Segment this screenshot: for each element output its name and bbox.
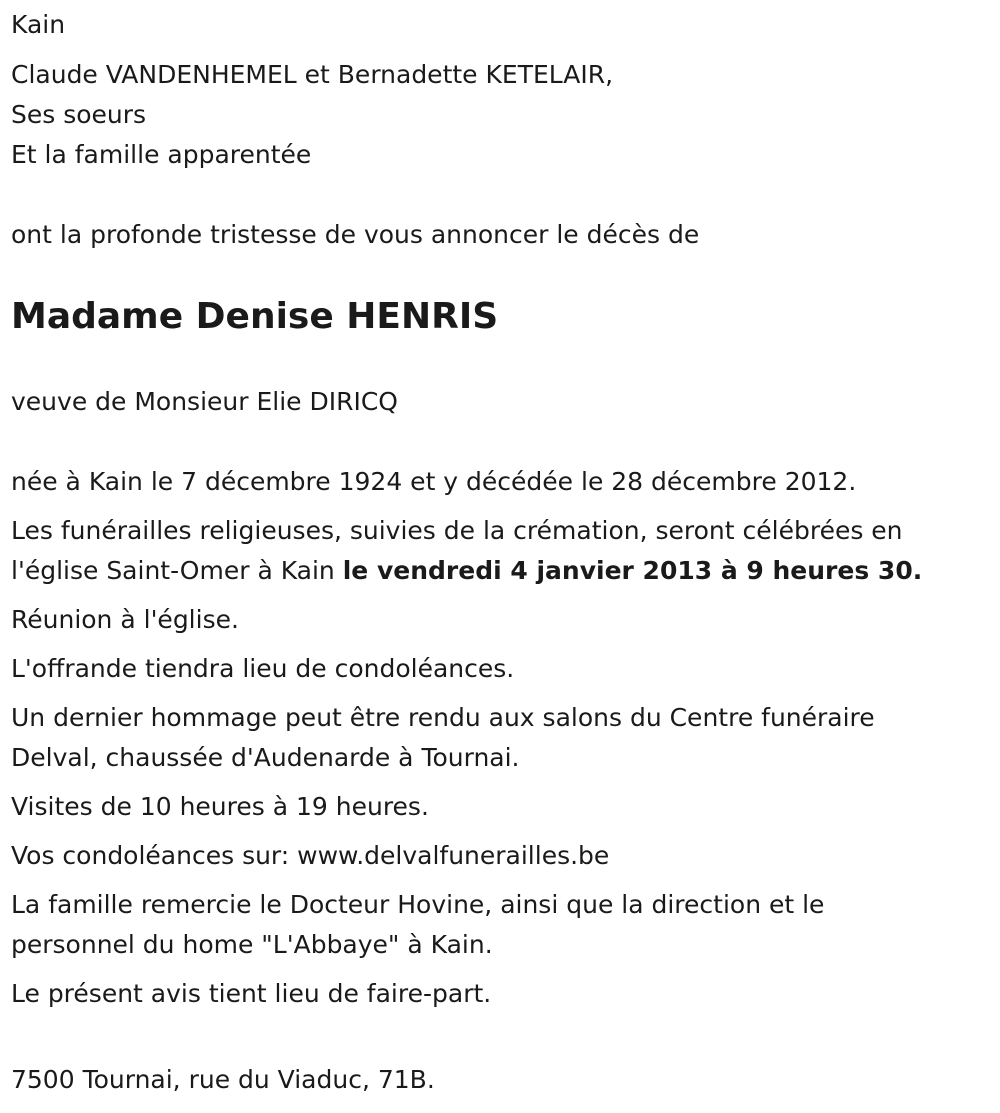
- address-text: 7500 Tournai, rue du Viaduc, 71B.: [11, 1065, 435, 1094]
- details-block: [11, 462, 922, 1023]
- funeral-line-2-start: l'église Saint-Omer à Kain: [11, 556, 343, 585]
- family-line-3: Et la famille apparentée: [11, 140, 312, 169]
- family-line-1: Claude VANDENHEMEL et Bernadette KETELAIR,: [11, 60, 614, 89]
- place-header: Kain: [11, 10, 66, 39]
- tribute-line-1: Un dernier hommage peut être rendu aux salons du Centre funéraire: [11, 703, 875, 732]
- reunion-text: Réunion à l'église.: [11, 605, 239, 634]
- family-block: [11, 55, 613, 175]
- thanks-line-1: La famille remercie le Docteur Hovine, ainsi que la direction et le: [11, 890, 825, 919]
- thanks-paragraph: [11, 885, 922, 965]
- funeral-paragraph: [11, 511, 922, 591]
- deceased-name: Madame Denise HENRIS: [11, 296, 499, 337]
- family-line-2: Ses soeurs: [11, 100, 147, 129]
- birth-death-text: née à Kain le 7 décembre 1924 et y décédée le 28 décembre 2012.: [11, 467, 857, 496]
- announcement-text: ont la profonde tristesse de vous annoncer le décès de: [11, 220, 700, 249]
- condolences-online-text: Vos condoléances sur: www.delvalfunerailles.be: [11, 841, 610, 870]
- thanks-line-2: personnel du home "L'Abbaye" à Kain.: [11, 930, 493, 959]
- tribute-paragraph: [11, 698, 922, 778]
- offering-text: L'offrande tiendra lieu de condoléances.: [11, 654, 515, 683]
- visits-text: Visites de 10 heures à 19 heures.: [11, 792, 429, 821]
- notice-text: Le présent avis tient lieu de faire-part.: [11, 979, 492, 1008]
- widow-of-text: veuve de Monsieur Elie DIRICQ: [11, 387, 398, 416]
- tribute-line-2: Delval, chaussée d'Audenarde à Tournai.: [11, 743, 520, 772]
- funeral-line-1: Les funérailles religieuses, suivies de la crémation, seront célébrées en: [11, 516, 903, 545]
- funeral-date-time: le vendredi 4 janvier 2013 à 9 heures 30.: [342, 556, 923, 585]
